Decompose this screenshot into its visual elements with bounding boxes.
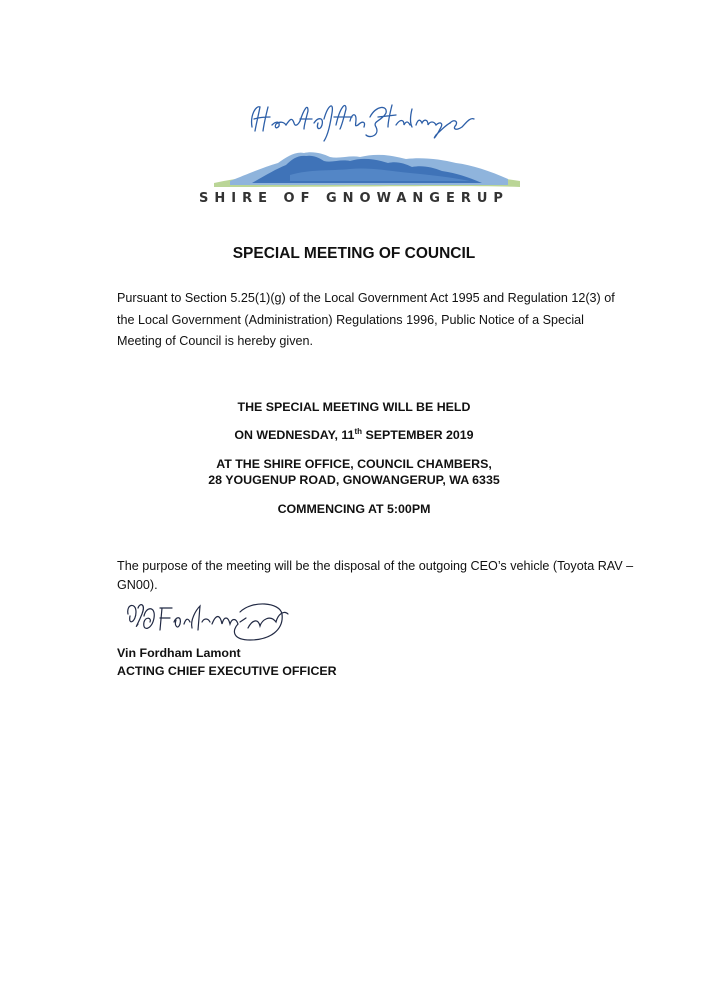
meeting-date: [0, 428, 708, 442]
meeting-time: COMMENCING AT 5:00PM: [277, 502, 431, 516]
intro-paragraph: Pursuant to Section 5.25(1)(g) of the Local Government Act 1995 and Regulation 12(3) of the Local Government (Administration) Regulations 1996, Public Notice of a Special Meeting of Council is hereby given.: [117, 291, 615, 348]
purpose-paragraph: The purpose of the meeting will be the disposal of the outgoing CEO’s vehicle (Toyota RAV – GN00).: [117, 559, 634, 592]
meeting-location-line2: 28 YOUGENUP ROAD, GNOWANGERUP, WA 6335: [208, 473, 500, 487]
logo-script-tagline: [252, 105, 474, 141]
meeting-date-prefix: ON WEDNESDAY, 11: [234, 428, 355, 442]
signer-name: Vin Fordham Lamont: [117, 646, 241, 660]
meeting-heading: THE SPECIAL MEETING WILL BE HELD: [237, 400, 471, 414]
page-title: SPECIAL MEETING OF COUNCIL: [232, 245, 476, 262]
meeting-date-rest: SEPTEMBER 2019: [362, 428, 474, 442]
signer-title: ACTING CHIEF EXECUTIVE OFFICER: [117, 664, 337, 678]
meeting-date-ordinal: th: [354, 426, 363, 436]
shire-name: SHIRE OF GNOWANGERUP: [199, 191, 509, 206]
meeting-location-line1: AT THE SHIRE OFFICE, COUNCIL CHAMBERS,: [216, 457, 492, 471]
logo-graphic: [200, 95, 530, 195]
